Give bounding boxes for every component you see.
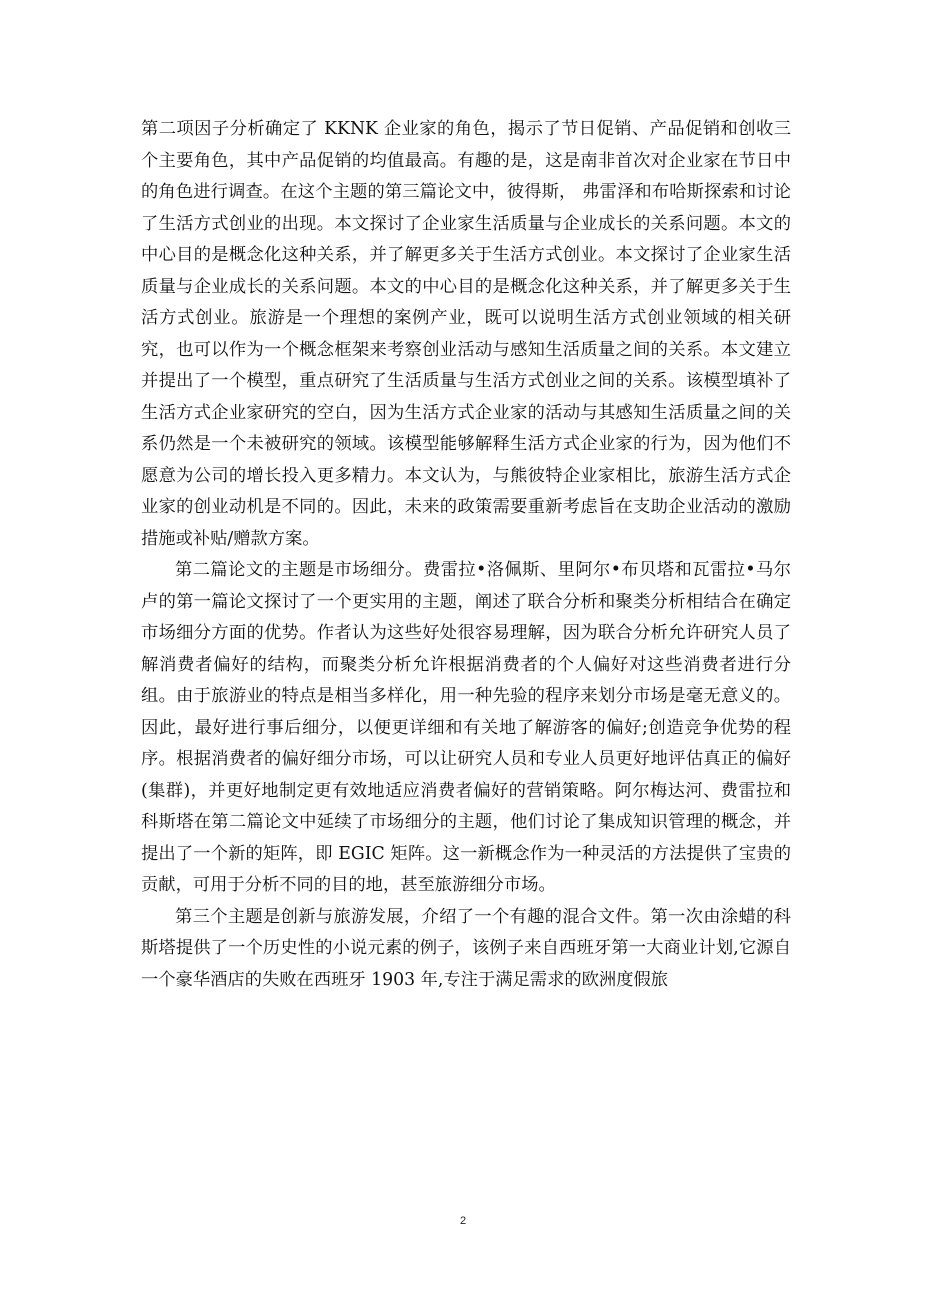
paragraph-3: 第三个主题是创新与旅游发展，介绍了一个有趣的混合文件。第一次由涂蜡的科斯塔提供了一个历史性的小说元素的例子，该例子来自西班牙第一大商业计划,它源自一个豪华酒店的失败在西班牙 1903 年,专注于满足需求的欧洲度假旅 [141, 906, 791, 990]
paragraph-2: 第二篇论文的主题是市场细分。费雷拉•洛佩斯、里阿尔•布贝塔和瓦雷拉•马尔卢的第一篇论文探讨了一个更实用的主题，阐述了联合分析和聚类分析相结合在确定市场细分方面的优势。作者认为这些好处很容易理解，因为联合分析允许研究人员了解消费者偏好的结构，而聚类分析允许根据消费者的个人偏好对这些消费者进行分组。由于旅游业的特点是相当多样化，用一种先验的程序来划分市场是毫无意义的。因此，最好进行事后细分，以便更详细和有关地了解游客的偏好;创造竞争优势的程序。根据消费者的偏好细分市场，可以让研究人员和专业人员更好地评估真正的偏好(集群)，并更好地制定更有效地适应消费者偏好的营销策略。阿尔梅达河、费雷拉和科斯塔在第二篇论文中延续了市场细分的主题，他们讨论了集成知识管理的概念，并提出了一个新的矩阵，即 EGIC 矩阵。这一新概念作为一种灵活的方法提供了宝贵的贡献，可用于分析不同的目的地，甚至旅游细分市场。 [141, 560, 791, 895]
paragraph-1: 第二项因子分析确定了 KKNK 企业家的角色，揭示了节日促销、产品促销和创收三个主要角色，其中产品促销的均值最高。有趣的是，这是南非首次对企业家在节日中的角色进行调查。在这个主题的第三篇论文中，彼得斯， 弗雷泽和布哈斯探索和讨论了生活方式创业的出现。本文探讨了企业家生活质量与企业成长的关系问题。本文的中心目的是概念化这种关系，并了解更多关于生活方式创业。本文探讨了企业家生活质量与企业成长的关系问题。本文的中心目的是概念化这种关系，并了解更多关于生活方式创业。旅游是一个理想的案例产业，既可以说明生活方式创业领域的相关研究，也可以作为一个概念框架来考察创业活动与感知生活质量之间的关系。本文建立并提出了一个模型，重点研究了生活质量与生活方式创业之间的关系。该模型填补了生活方式企业家研究的空白，因为生活方式企业家的活动与其感知生活质量之间的关系仍然是一个未被研究的领域。该模型能够解释生活方式企业家的行为，因为他们不愿意为公司的增长投入更多精力。本文认为，与熊彼特企业家相比，旅游生活方式企业家的创业动机是不同的。因此，未来的政策需要重新考虑旨在支助企业活动的激励措施或补贴/赠款方案。 [141, 119, 791, 549]
document-body [141, 114, 791, 996]
page-number: 2 [459, 1215, 467, 1227]
